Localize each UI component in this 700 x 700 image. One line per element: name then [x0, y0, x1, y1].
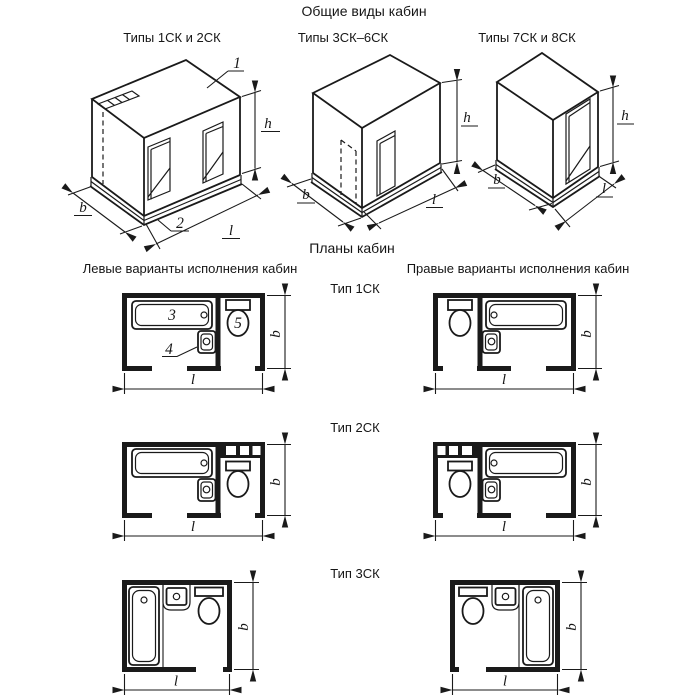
washbasin: [198, 331, 216, 353]
bath: [129, 587, 159, 665]
plan1-right-width-label: b: [579, 330, 595, 338]
plan2-left-width-label: b: [268, 478, 284, 486]
plan3-right-length-label: l: [502, 673, 508, 690]
washbasin: [163, 585, 190, 610]
plan-2sk-left-room: [122, 442, 265, 518]
length-label: l: [601, 181, 607, 197]
door-opening-right: [203, 122, 223, 183]
plan-title-2sk: Тип 2СК: [330, 420, 380, 435]
plan1-left-length-label: l: [190, 372, 196, 388]
wall-bottom-edge: [92, 175, 240, 216]
length-label: l: [228, 223, 234, 239]
right-variants-title: Правые варианты исполнения кабин: [406, 261, 630, 276]
dimension-height: [242, 91, 280, 174]
plan-title-3sk: Тип 3СК: [330, 566, 380, 581]
callout-washbasin: [162, 341, 197, 358]
height-label: h: [264, 116, 272, 132]
plan2-right-width-label: b: [579, 478, 595, 486]
callout-1-label: 1: [233, 55, 241, 72]
plan-title-1sk: Тип 1СК: [330, 281, 380, 296]
wall-bottom-edge: [497, 160, 598, 198]
height-label: h: [621, 108, 629, 124]
roof-face: [313, 55, 440, 128]
roof-face: [497, 53, 598, 120]
toilet: [226, 462, 250, 498]
plan3-left-length-label: l: [173, 673, 179, 690]
plan-3sk-left-room: [122, 580, 232, 672]
cabin-isometric-3sk-6sk: [287, 55, 478, 229]
width-label: b: [493, 172, 501, 188]
door-opening-front: [377, 131, 395, 196]
plan3-right-width-label: b: [564, 623, 580, 631]
plan2-left-length-label: l: [190, 519, 196, 535]
dimension-height: [600, 86, 634, 167]
width-label: b: [302, 187, 310, 203]
vent-block: [221, 442, 266, 458]
door-opening-left: [148, 138, 170, 200]
height-label: h: [463, 110, 471, 126]
cabin-isometric-7sk-8sk: [478, 53, 634, 227]
length-label: l: [431, 192, 437, 208]
base-slab-ends: [496, 160, 599, 207]
plan2-right-length-label: l: [501, 519, 507, 535]
toilet: [195, 588, 223, 625]
base-slab-bottom: [90, 184, 242, 225]
callout-ceiling-panel: [207, 55, 244, 88]
roof-face: [92, 60, 240, 138]
plan1-right-length-label: l: [501, 372, 507, 388]
plan3-left-width-label: b: [236, 623, 252, 631]
section-title-general-views: Общие виды кабин: [301, 3, 427, 19]
callout-washbasin-label: 4: [165, 341, 173, 358]
dimension-height: [442, 80, 478, 165]
section-title-plans: Планы кабин: [309, 240, 395, 256]
plan-1sk-right-room: [433, 293, 576, 371]
plan-2sk-right-room: [433, 442, 576, 518]
width-label: b: [79, 200, 87, 216]
plan1-left-width-label: b: [268, 330, 284, 338]
view-title-1sk-2sk: Типы 1СК и 2СК: [123, 30, 221, 45]
callout-toilet: 5: [234, 315, 242, 332]
door-opening-front: [566, 99, 590, 184]
base-slab-ends: [91, 175, 241, 225]
view-title-7sk-8sk: Типы 7СК и 8СК: [478, 30, 576, 45]
washbasin: [198, 479, 216, 501]
cabin-isometric-1sk-2sk: [68, 55, 280, 249]
plan-1sk-left-room: [122, 293, 265, 371]
callout-bath: 3: [168, 307, 176, 324]
view-title-3sk-6sk: Типы 3СК–6СК: [297, 30, 389, 45]
plan-3sk-right-room: [450, 580, 560, 672]
callout-2-label: 2: [176, 215, 184, 232]
bath: [132, 449, 212, 477]
left-variants-title: Левые варианты исполнения кабин: [82, 261, 298, 276]
